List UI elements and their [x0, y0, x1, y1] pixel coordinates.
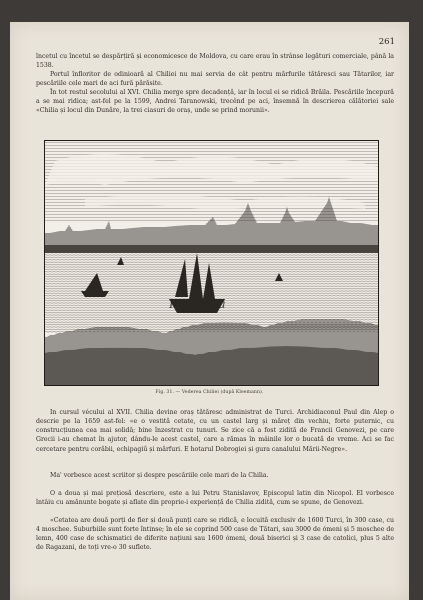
- paragraph-3: În tot restul secolului al XVI. Chilia merge spre decadență, iar în locul ei se ridică Brăila. Pescăriile începură a se mai ridica; ast-fel pe la 1599, Andrei Taranowski, trecênd pe aci, însemnă în descrierea călătoriei sale «Chilia și locul din Dunăre, la trei ciasuri de oraș, unde se prind morunii».: [36, 89, 394, 115]
- book-page: [10, 22, 409, 600]
- engraving-view-of-chilia: [44, 140, 379, 386]
- paragraph-2: Portul înfloritor de odinioară al Chiliei nu mai servia de cât pentru mărfurile tătăresci sau Tătarilor, iar pescăriile cele mari de aci fură părăsite.: [36, 71, 394, 88]
- paragraph-4: In cursul vécului al XVII. Chilia devine oraș tătăresc administrat de Turci. Archidiaconul Paul din Alep o descrie pe la 1659 ast-fel: «e o vestită cetate, cu un castel larg și măreț din vechiu, forte puternic, cu construcțiunea cea mai solidă; bine înzestrat cu tunuri. Se zice că a fost zidită de Francii Genovezi, pe care Grecii i-au chemat în ajutor, dându-le acest castel, care a rămas în mâinile lor o bucată de vreme. Aci se fac cercetare pentru corăbii, echipagiű și mărfuri. E hotarul Dobrogiei și gura canalului Mării-Negre».: [36, 409, 394, 453]
- paragraph-6: O a doua și mai prețiosă descriere, este a lui Petru Stanislavov, Episcopul latin din Nicopol. El vorbesce întâiu cu amănunte bogate și aflate din proprie-i experiență de Chilia zidită, cum se spune, de Genovezi.: [36, 490, 394, 507]
- paragraph-5: Ma' vorbesce acest scriitor și despre pescăriile cele mari de la Chilia.: [50, 472, 269, 479]
- paragraph-7: «Cetatea are două porți de fier și două punți care se ridică, e locuită exclusiv de 1600 Turci, în 300 case, cu 4 moschee. Suburbiile sunt forte întinse; în ele se coprind 500 case de Tătari, sau 3000 de ómeni și 5 moschee de lemn, 400 case de schismatici de diferite națiuni sau 1600 ómeni, două biserici și 3 case de catolici, plus 5 alte de Ragazani, de toți vre-o 30 suflete.: [36, 517, 394, 552]
- page-number: 261: [378, 37, 395, 47]
- paragraph-1: încetul cu încetul se despărțiră și economicesce de Moldova, cu care erau în strânse legături comerciale, până la 1538.: [36, 53, 394, 70]
- engraving-image: [45, 141, 378, 385]
- figure-caption: Fig. 31. — Vederea Chiliei (după Kleemann).: [155, 390, 264, 395]
- engraving-inscription: Kilianova: [169, 297, 226, 311]
